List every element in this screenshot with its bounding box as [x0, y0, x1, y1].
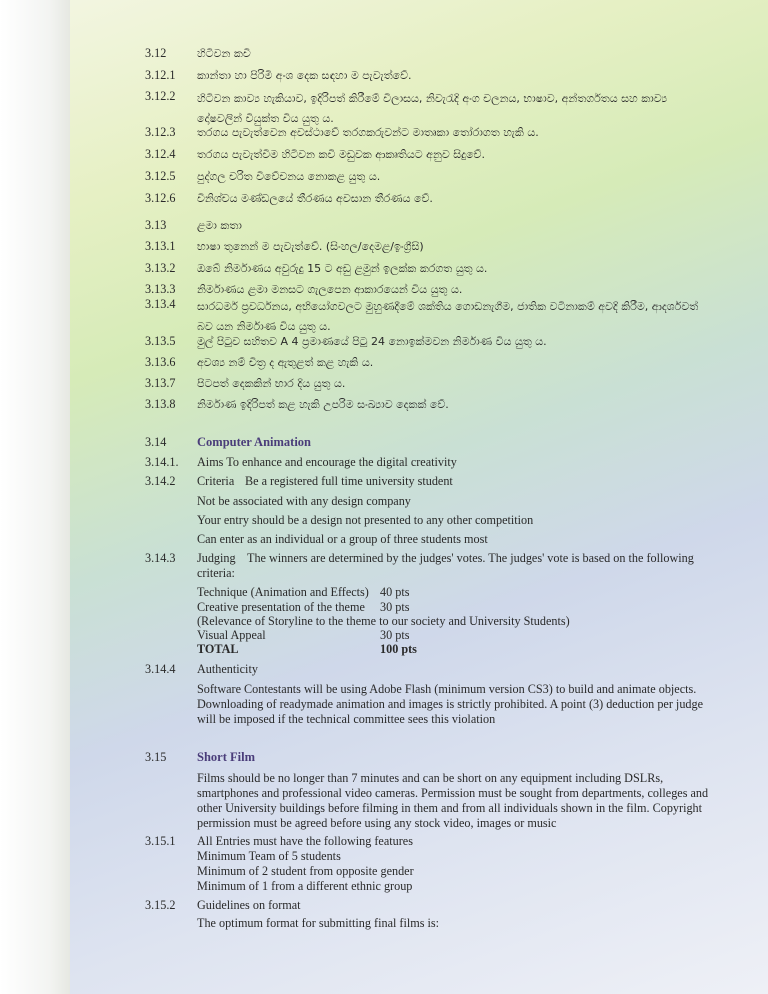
document-page: 3.12 හිටිවන කවි 3.12.1 කාන්තා හා පිරිමි අංශ දෙක සඳහා ම පැවැත්වේ. 3.12.2 හිටිවන කාව්‍ය හැකියාව, ඉදිරිපත් කිරීමේ විලාසය, නිවැරැදි අංග චලනය, භාෂාව, අන්තර්ගතය සහ කාව්‍ය දෝෂවලින් වියුක්ත විය යුතු ය. 3.12.3 තරගය පැවැත්වෙන අවස්ථාවේ තරගකරුවන්ට මාතෘකා තෝරාගත හැකි ය. 3.12.4 තරගය පැවැත්වීම හිටිවන කවි මඩුවක ආකෘතියට අනුව සිදුවේ. 3.12.5 පුද්ගල චරිත විවේචනය නොකළ යුතු ය. 3.12.6 විනිශ්චය මණ්ඩලයේ තීරණය අවසාන තීරණය වේ. 3.13 ළමා කතා 3.13.1 භාෂා තුනෙන් ම පැවැත්වේ. (සිංහල/දෙමළ/ඉංග්‍රීසි) 3.13.2 ඔබේ නිර්මාණය අවුරුදු 15 ට අඩු ළමුන් ඉලක්ක කරගත යුතු ය. 3.13.3 නිර්මාණය ළමා මනසට ගැලපෙන ආකාරයෙන් විය යුතු ය. 3.13.4 සාරධර්ම ප්‍රවර්ධනය, අභියෝගවලට මුහුණදීමේ ශක්තිය ගොඩනැගීම, ජාතික වටිනාකම් අවදි කිරීම, ආදර්ශවත් බව යන නිර්මාණ විය යුතු ය. 3.13.5 මුල් පිටුව සහිතව A 4 ප්‍රමාණයේ පිටු 24 නොඉක්මවන නිර්මාණ විය යුතු ය. 3.13.6 අවශ්‍ය නම් චිත්‍ර ද ඇතුළත් කළ හැකි ය. 3.13.7 පිටපත් දෙකකින් භාර දිය යුතු ය. 3.13.8 නිර්මාණ ඉදිරිපත් කළ හැකි උපරිම සංඛ්‍යාව දෙකක් වේ. 3.14 Computer Animation 3.14.1. Aims To enhance and encourage the digital creativity 3.14.2 Criteria Be a registered full time university student Not be associated with any design company Your entry should be a design not presented to any other competition Can enter as an individual or a group of three students most 3.14.3 Judging The winners are determined by the judges' votes. The judges' vote is based on the following criteria: Technique (Animation and Effects) 40 pts Creative presentation of the theme 30 pts (Relevance of Storyline to the theme to our society and University Students) Visual Appeal 30 pts TOTAL 100 pts 3.14.4 Authenticity Software Contestants will be using Adobe Flash (minimum version CS3) to build and animate objects. Downloading of readymade animation and images is strictly prohibited. A point (3) deduction per judge will be imposed if the technical committee sees this violation 3.15 Short Film Films should be no longer than 7 minutes and can be short on any equipment including DSLRs, smartphones and professional video cameras. Permission must be sought from departments, colleges and other University buildings before filming in them and from all individuals shown in the film. Copyright permission must be agreed before using any stock video, images or music 3.15.1 All Entries must have the following features Minimum Team of 5 students Minimum of 2 student from opposite gender Minimum of 1 from a different ethnic group 3.15.2 Guidelines on format The optimum format for submitting final films is:	[145, 46, 709, 930]
